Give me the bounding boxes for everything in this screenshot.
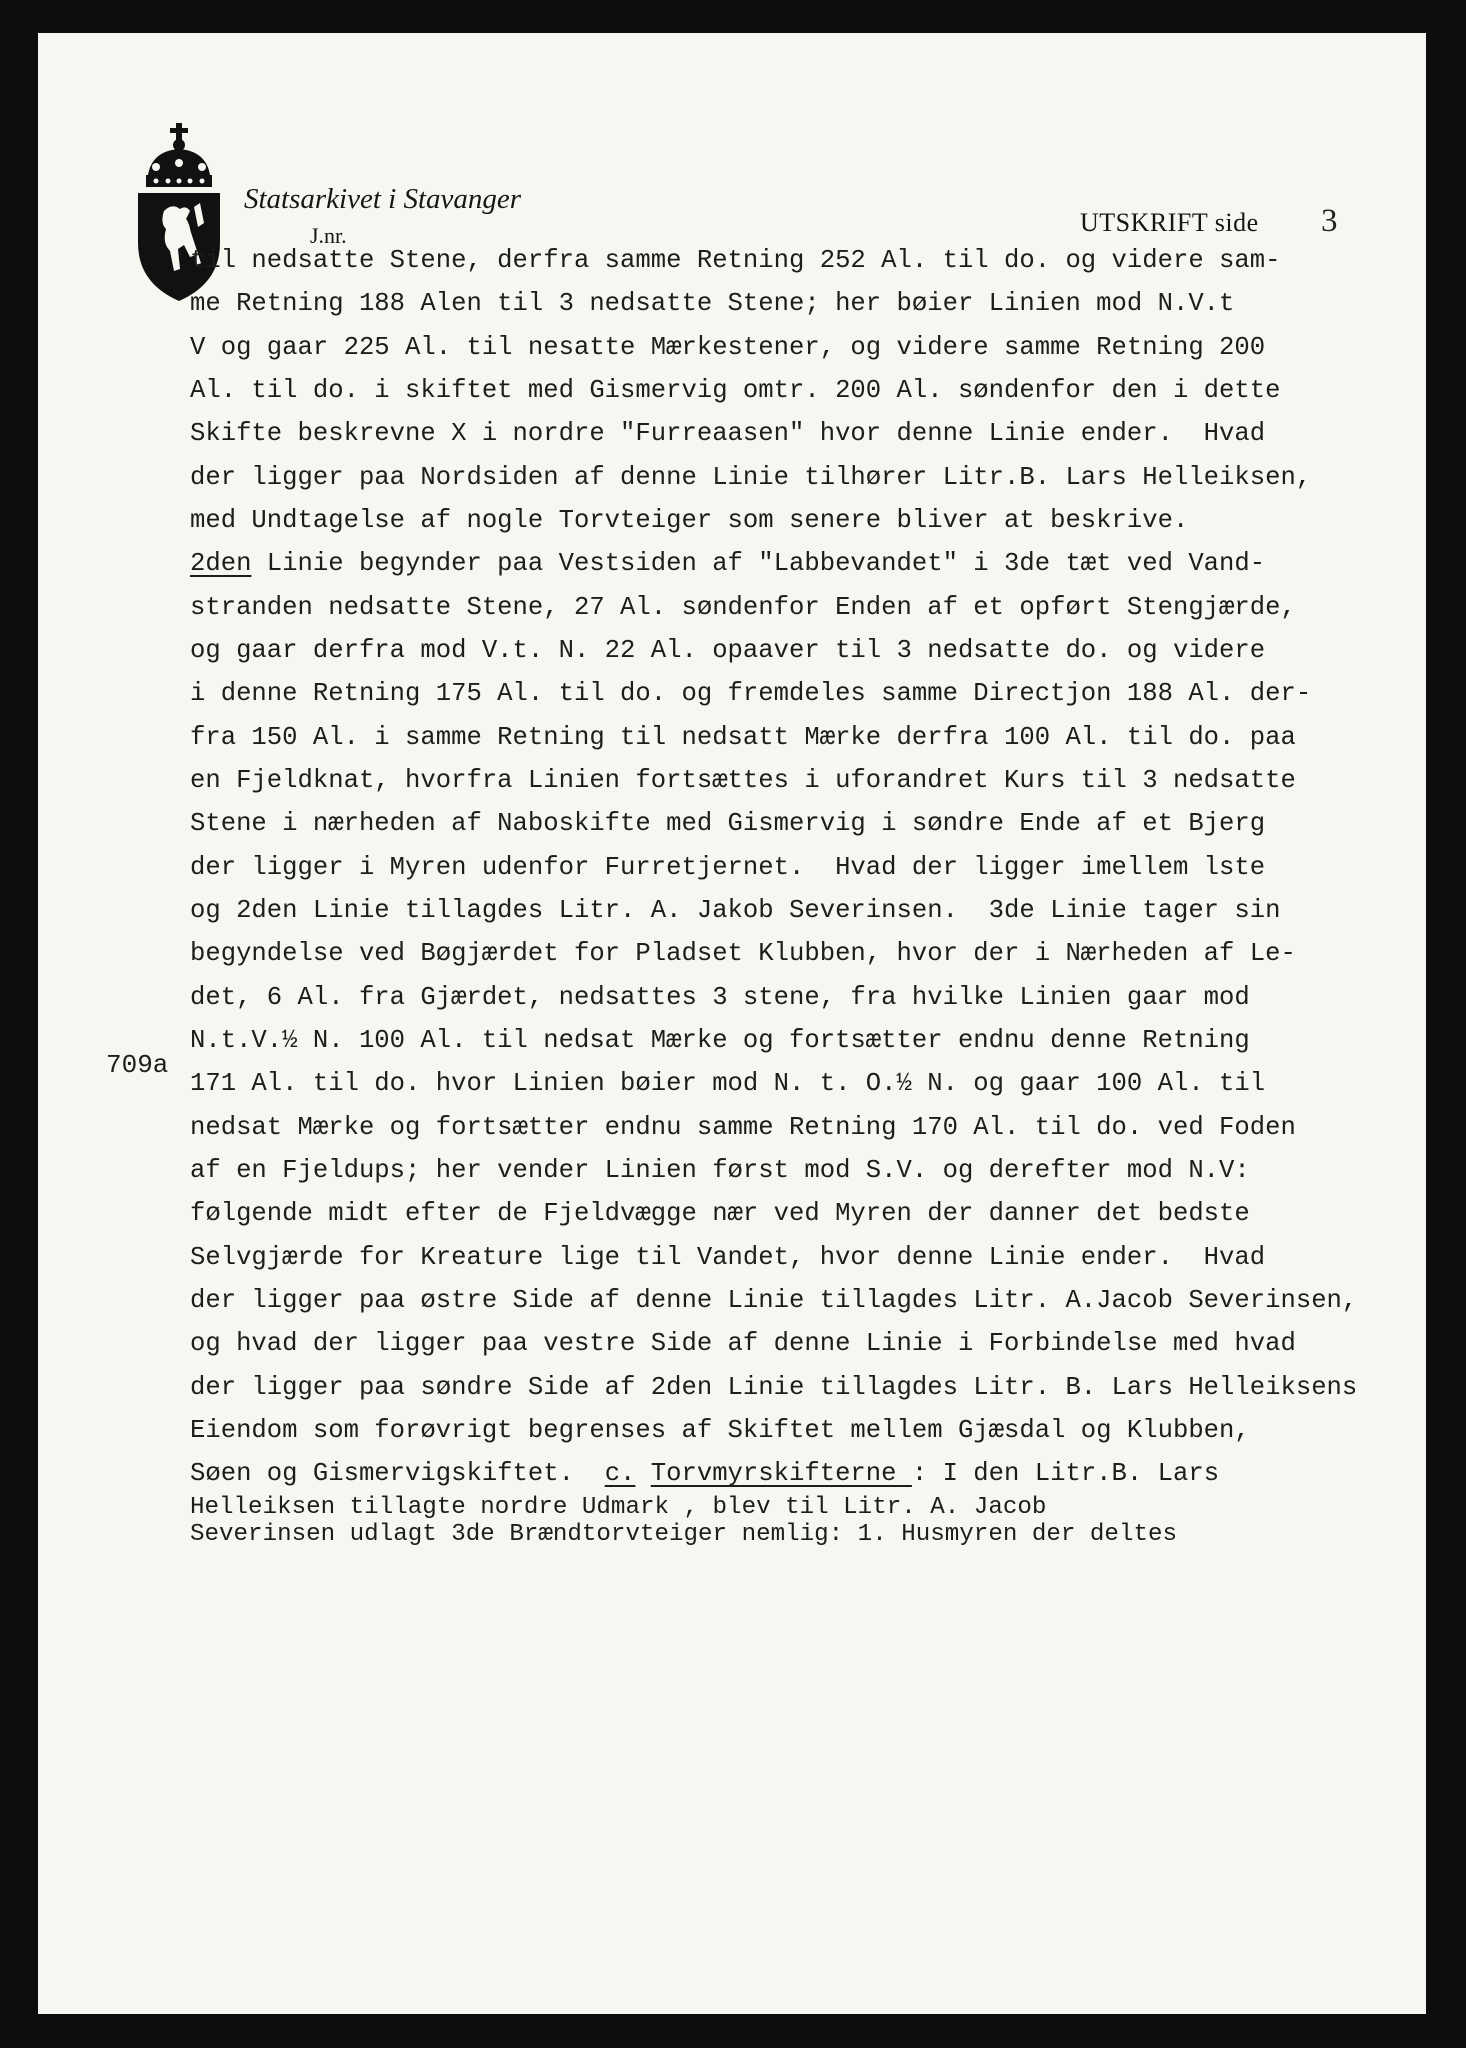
archive-name: Statsarkivet i Stavanger	[244, 183, 522, 215]
text-line: Søen og Gismervigskiftet. c. Torvmyrskifterne : I den Litr.B. Lars	[190, 1459, 1220, 1488]
page-number: 3	[1321, 203, 1338, 239]
margin-note: 709a	[106, 1050, 169, 1080]
text-line: 2den Linie begynder paa Vestsiden af "Labbevandet" i 3de tæt ved Vand-	[190, 549, 1266, 578]
text-line: Stene i nærheden af Naboskifte med Gismervig i søndre Ende af et Bjerg	[190, 809, 1266, 838]
underlined-heading: Torvmyrskifterne	[650, 1459, 912, 1488]
text-line: me Retning 188 Alen til 3 nedsatte Stene; her bøier Linien mod N.V.t	[190, 289, 1235, 318]
text-line: Al. til do. i skiftet med Gismervig omtr. 200 Al. søndenfor den i dette	[190, 376, 1281, 405]
text-line: i denne Retning 175 Al. til do. og fremdeles samme Directjon 188 Al. der-	[190, 679, 1312, 708]
text-line: der ligger i Myren udenfor Furretjernet. Hvad der ligger imellem lste	[190, 853, 1266, 882]
text-line: Eiendom som forøvrigt begrenses af Skiftet mellem Gjæsdal og Klubben,	[190, 1416, 1250, 1445]
text-line: en Fjeldknat, hvorfra Linien fortsættes i uforandret Kurs til 3 nedsatte	[190, 766, 1296, 795]
text-line: Skifte beskrevne X i nordre "Furreaasen" hvor denne Linie ender. Hvad	[190, 419, 1266, 448]
text-line: med Undtagelse af nogle Torvteiger som senere bliver at beskrive.	[190, 506, 1189, 535]
document-page	[38, 33, 1426, 2014]
text-line: stranden nedsatte Stene, 27 Al. søndenfor Enden af et opført Stengjærde,	[190, 593, 1296, 622]
text-line: og 2den Linie tillagdes Litr. A. Jakob Severinsen. 3de Linie tager sin	[190, 896, 1281, 925]
text-line: 171 Al. til do. hvor Linien bøier mod N. t. O.½ N. og gaar 100 Al. til	[190, 1069, 1266, 1098]
underlined-heading: 2den	[190, 549, 252, 578]
underlined-section-marker: c.	[604, 1459, 636, 1488]
text-line: Selvgjærde for Kreature lige til Vandet, hvor denne Linie ender. Hvad	[190, 1243, 1266, 1272]
text-line: og gaar derfra mod V.t. N. 22 Al. opaaver til 3 nedsatte do. og videre	[190, 636, 1266, 665]
text-line: og hvad der ligger paa vestre Side af denne Linie i Forbindelse med hvad	[190, 1329, 1296, 1358]
text-line: til nedsatte Stene, derfra samme Retning 252 Al. til do. og videre sam-	[190, 246, 1281, 275]
text-line: fra 150 Al. i samme Retning til nedsatt Mærke derfra 100 Al. til do. paa	[190, 723, 1296, 752]
text-line: begyndelse ved Bøgjærdet for Pladset Klubben, hvor der i Nærheden af Le-	[190, 939, 1296, 968]
text-line: af en Fjeldups; her vender Linien først mod S.V. og derefter mod N.V:	[190, 1156, 1250, 1185]
text-line: nedsat Mærke og fortsætter endnu samme Retning 170 Al. til do. ved Foden	[190, 1113, 1296, 1142]
journal-number-label: J.nr.	[310, 223, 347, 248]
text-line: V og gaar 225 Al. til nesatte Mærkestener, og videre samme Retning 200	[190, 333, 1266, 362]
text-line: Severinsen udlagt 3de Brændtorvteiger nemlig: 1. Husmyren der deltes	[190, 1521, 1178, 1548]
text-line: der ligger paa østre Side af denne Linie tillagdes Litr. A.Jacob Severinsen,	[190, 1286, 1358, 1315]
text-line: følgende midt efter de Fjeldvægge nær ved Myren der danner det bedste	[190, 1199, 1250, 1228]
text-line: der ligger paa Nordsiden af denne Linie tilhører Litr.B. Lars Helleiksen,	[190, 463, 1312, 492]
text-line: der ligger paa søndre Side af 2den Linie tillagdes Litr. B. Lars Helleiksens	[190, 1373, 1358, 1402]
text-line: Helleiksen tillagte nordre Udmark , blev til Litr. A. Jacob	[190, 1494, 1047, 1521]
text-line: N.t.V.½ N. 100 Al. til nedsat Mærke og fortsætter endnu denne Retning	[190, 1026, 1250, 1055]
text-line: det, 6 Al. fra Gjærdet, nedsattes 3 stene, fra hvilke Linien gaar mod	[190, 983, 1250, 1012]
transcript-page-label: UTSKRIFT side	[1080, 208, 1259, 237]
norwegian-coat-of-arms-icon	[134, 123, 224, 303]
